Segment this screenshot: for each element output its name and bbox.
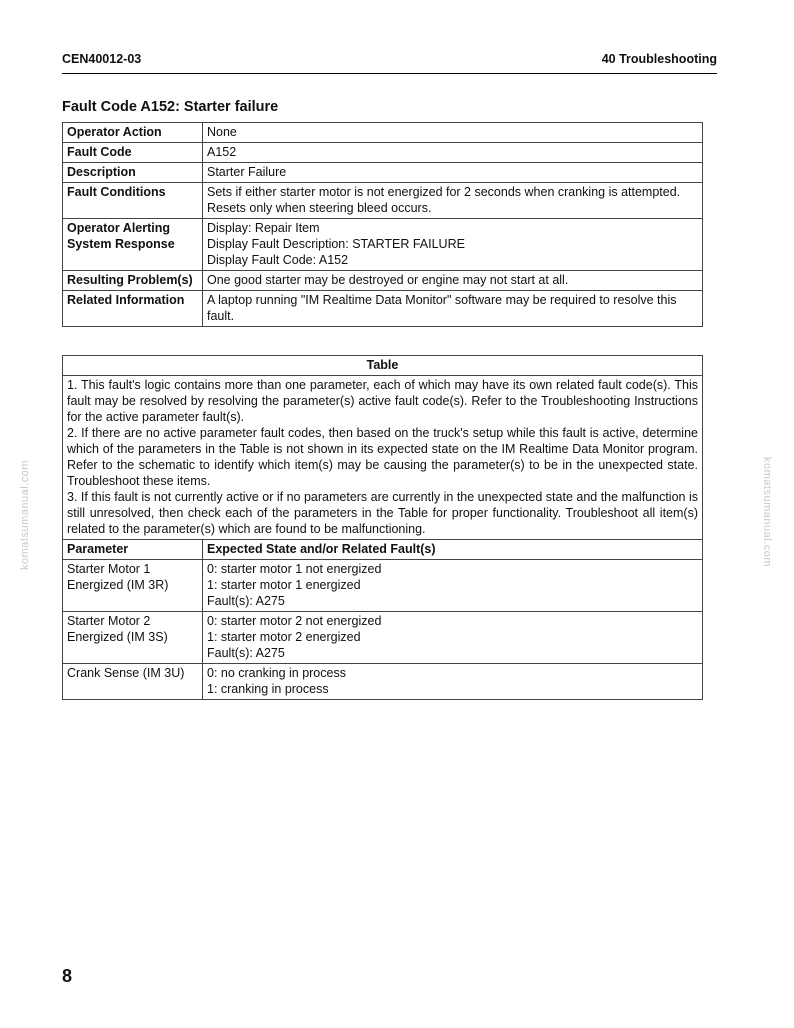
watermark-left: komatsumanual.com	[19, 460, 31, 570]
row-value	[203, 219, 703, 271]
table-row	[63, 219, 703, 271]
fault-info-table	[62, 122, 703, 327]
section-title: 40 Troubleshooting	[601, 52, 717, 66]
column-header-expected: Expected State and/or Related Fault(s)	[203, 540, 703, 560]
note-item: 2. If there are no active parameter fault codes, then based on the truck's setup while this fault is active, determine which of the parameters in the Table is not shown in its expected state on the IM Realtime Data Monitor program. Refer to the schematic to identify which item(s) may be causing the parameter(s) to be in the unexpected state. Troubleshoot these items.	[67, 426, 698, 488]
expected-cell	[203, 612, 703, 664]
header-rule	[62, 73, 717, 74]
value-line: Fault(s): A275	[207, 646, 285, 660]
expected-cell	[203, 560, 703, 612]
page-header	[62, 52, 717, 66]
doc-id: CEN40012-03	[62, 52, 142, 66]
table-caption-row	[63, 356, 703, 376]
row-value	[203, 271, 703, 291]
value-line: 1: starter motor 1 energized	[207, 578, 361, 592]
value-line: 0: no cranking in process	[207, 666, 346, 680]
value-line: Resets only when steering bleed occurs.	[207, 201, 432, 215]
row-label: Fault Conditions	[63, 183, 203, 219]
table-row	[63, 664, 703, 700]
value-line: Display Fault Code: A152	[207, 253, 349, 267]
value-line: 1: cranking in process	[207, 682, 329, 696]
row-value	[203, 163, 703, 183]
row-label: Related Information	[63, 291, 203, 327]
expected-cell	[203, 664, 703, 700]
value-line: 0: starter motor 2 not energized	[207, 614, 382, 628]
table-row	[63, 143, 703, 163]
table-row	[63, 291, 703, 327]
note-item: 1. This fault's logic contains more than one parameter, each of which may have its own related fault code(s). This fault may be resolved by resolving the parameter(s) active fault code(s). Refer to the Troubleshooting Instructions for the active parameter fault(s).	[67, 378, 698, 424]
value-line: Fault(s): A275	[207, 594, 285, 608]
row-label: Description	[63, 163, 203, 183]
table-row	[63, 560, 703, 612]
row-label: Operator Alerting System Response	[63, 219, 203, 271]
value-line: Display: Repair Item	[207, 221, 320, 235]
value-line: Crank Sense (IM 3U)	[67, 666, 185, 680]
notes-row	[63, 376, 703, 540]
note-item: 3. If this fault is not currently active or if no parameters are currently in the unexpected state and the malfunction is still unresolved, then check each of the parameters in the Table for proper functionality. Troubleshoot all item(s) related to the parameter(s) which are found to be malfunctioning.	[67, 490, 698, 536]
parameter-cell	[63, 612, 203, 664]
parameter-cell	[63, 560, 203, 612]
table-caption: Table	[63, 356, 703, 376]
row-value	[203, 183, 703, 219]
value-line: One good starter may be destroyed or engine may not start at all.	[207, 273, 569, 287]
value-line: Energized (IM 3S)	[67, 630, 168, 644]
table-row	[63, 163, 703, 183]
troubleshooting-notes	[63, 376, 703, 540]
row-label: Resulting Problem(s)	[63, 271, 203, 291]
value-line: A laptop running "IM Realtime Data Monitor" software may be required to resolve this fault.	[207, 293, 677, 323]
page-title: Fault Code A152: Starter failure	[62, 99, 279, 115]
parameter-cell	[63, 664, 203, 700]
column-header-parameter: Parameter	[63, 540, 203, 560]
table-row	[63, 612, 703, 664]
value-line: Sets if either starter motor is not energized for 2 seconds when cranking is attempted.	[207, 185, 681, 199]
value-line: None	[207, 125, 237, 139]
table-row	[63, 271, 703, 291]
row-value	[203, 291, 703, 327]
row-label: Fault Code	[63, 143, 203, 163]
row-value	[203, 123, 703, 143]
column-header-row	[63, 540, 703, 560]
page-number: 8	[62, 966, 73, 986]
table-row	[63, 183, 703, 219]
parameter-table	[62, 355, 703, 700]
row-label: Operator Action	[63, 123, 203, 143]
value-line: 0: starter motor 1 not energized	[207, 562, 382, 576]
watermark-right: komatsumanual.com	[761, 457, 773, 567]
value-line: Energized (IM 3R)	[67, 578, 169, 592]
value-line: A152	[207, 145, 237, 159]
row-value	[203, 143, 703, 163]
value-line: Starter Motor 2	[67, 614, 151, 628]
value-line: Display Fault Description: STARTER FAILURE	[207, 237, 465, 251]
table-row	[63, 123, 703, 143]
value-line: Starter Motor 1	[67, 562, 151, 576]
value-line: Starter Failure	[207, 165, 287, 179]
value-line: 1: starter motor 2 energized	[207, 630, 361, 644]
